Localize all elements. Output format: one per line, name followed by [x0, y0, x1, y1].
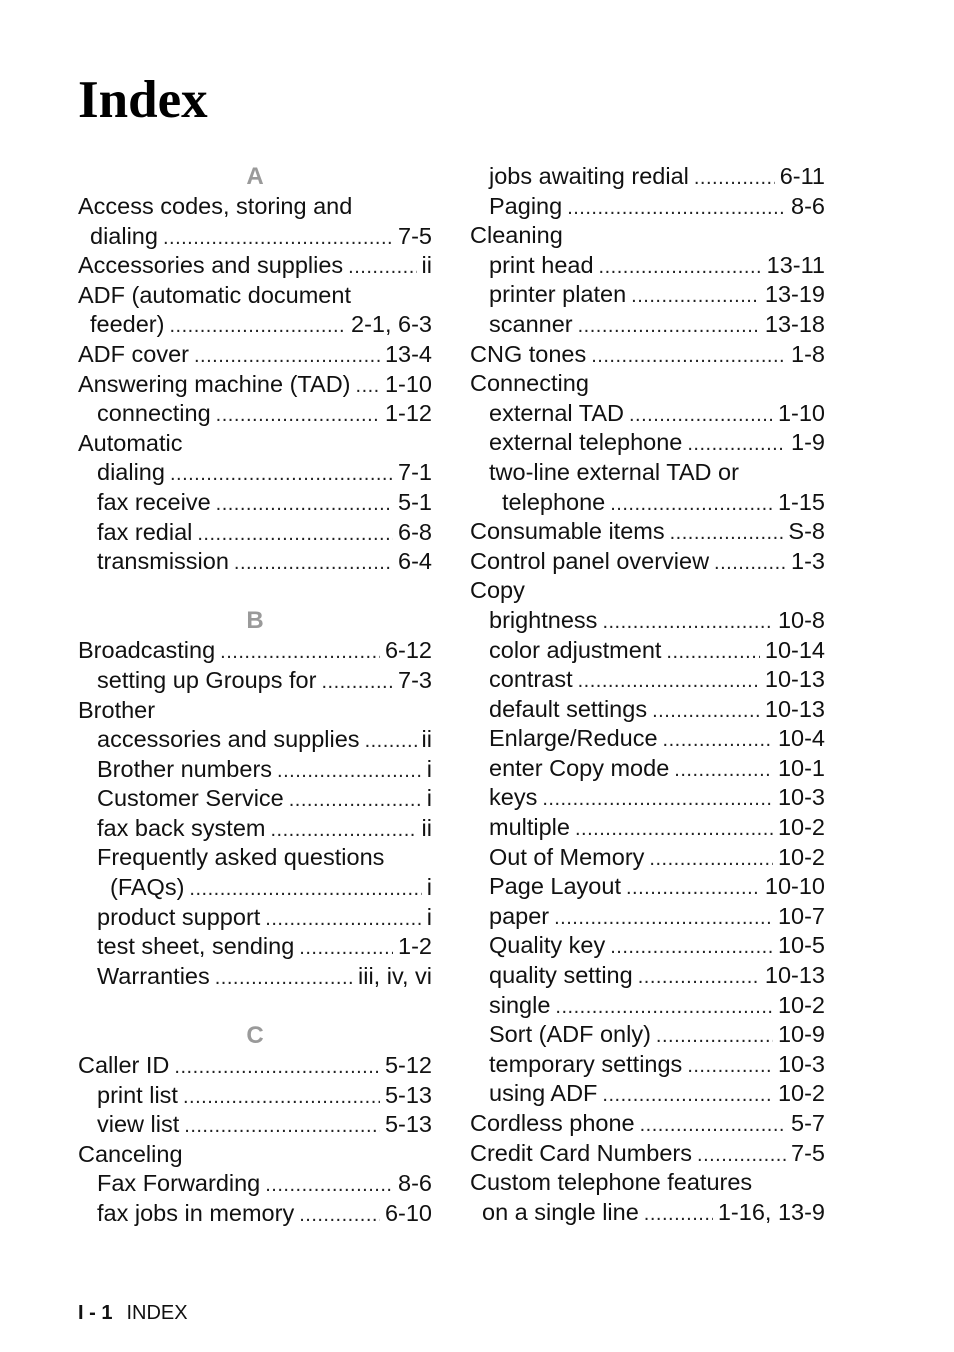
page-reference: 5-7: [791, 1110, 825, 1136]
index-term: quality setting: [489, 962, 633, 989]
dot-leader: [170, 460, 393, 490]
page-reference: 10-2: [777, 1080, 825, 1107]
index-term: Enlarge/Reduce: [489, 725, 658, 752]
index-subentry: [470, 665, 825, 695]
page-reference: 7-1: [398, 459, 432, 486]
index-subentry: [78, 932, 432, 962]
dot-leader: [644, 1200, 713, 1230]
index-subentry: [78, 873, 432, 903]
page-reference: i: [426, 903, 432, 930]
page-reference: 10-1: [777, 754, 825, 781]
index-term: fax back system: [97, 814, 266, 841]
dot-leader: [666, 638, 759, 668]
page-reference: 1-9: [791, 429, 825, 456]
index-term: Access codes, storing and: [78, 193, 353, 219]
index-term: setting up Groups for: [97, 666, 317, 693]
index-term: dialing: [97, 459, 165, 486]
page-reference: 13-4: [384, 340, 432, 367]
index-subentry: [470, 813, 825, 843]
index-subentry: [470, 754, 825, 784]
page-reference: 7-5: [398, 222, 432, 249]
page-reference: 5-1: [398, 488, 432, 515]
dot-leader: [265, 905, 421, 935]
index-subentry: [78, 1199, 432, 1229]
index-subentry: [78, 458, 432, 488]
index-term: Credit Card Numbers: [470, 1139, 693, 1166]
index-term: external TAD: [489, 399, 624, 426]
page-reference: 10-7: [777, 902, 825, 929]
page-reference: ii: [421, 252, 432, 279]
index-subentry: [470, 162, 825, 192]
index-subentry: [470, 902, 825, 932]
index-subentry: [470, 724, 825, 754]
index-entry: [78, 370, 432, 400]
index-term: single: [489, 991, 551, 1018]
page-reference: 10-9: [777, 1021, 825, 1048]
index-subentry: [470, 991, 825, 1021]
index-term: Caller ID: [78, 1052, 170, 1079]
page-reference: 10-13: [764, 962, 825, 989]
dot-leader: [602, 608, 773, 638]
dot-leader: [216, 490, 393, 520]
index-entry: [470, 369, 825, 399]
index-subentry: [78, 666, 432, 696]
index-entry: [78, 192, 432, 222]
index-entry: [78, 696, 432, 726]
index-term: Paging: [489, 192, 563, 219]
dot-leader: [575, 815, 773, 845]
page-reference: 13-18: [764, 310, 825, 337]
section-spacer: [78, 991, 432, 1021]
dot-leader: [663, 726, 773, 756]
page-reference: ii: [421, 814, 432, 841]
index-term: keys: [489, 784, 538, 811]
page-reference: 6-12: [384, 637, 432, 664]
index-column-right: [470, 162, 825, 1227]
dot-leader: [694, 164, 775, 194]
dot-leader: [220, 638, 380, 668]
index-subentry: [78, 1169, 432, 1199]
index-subentry: [78, 962, 432, 992]
index-term: Broadcasting: [78, 637, 216, 664]
index-subentry: [78, 903, 432, 933]
page-reference: 13-19: [764, 281, 825, 308]
dot-leader: [542, 785, 773, 815]
dot-leader: [640, 1111, 786, 1141]
index-subentry: [470, 1198, 825, 1228]
dot-leader: [714, 549, 786, 579]
index-term: jobs awaiting redial: [489, 163, 689, 189]
dot-leader: [649, 845, 773, 875]
index-entry: [470, 1109, 825, 1139]
page-reference: 10-5: [777, 932, 825, 959]
page-reference: 10-2: [777, 814, 825, 841]
page-reference: 10-2: [777, 843, 825, 870]
index-subentry: [470, 843, 825, 873]
dot-leader: [216, 401, 380, 431]
section-spacer: [78, 577, 432, 607]
dot-leader: [599, 253, 762, 283]
index-subentry: [470, 1020, 825, 1050]
page-reference: 7-5: [791, 1139, 825, 1166]
dot-leader: [215, 964, 353, 994]
index-term: contrast: [489, 666, 573, 693]
index-term: dialing: [90, 222, 158, 249]
page-footer: [78, 1302, 188, 1325]
index-entry: [78, 251, 432, 281]
index-subentry: [470, 280, 825, 310]
index-term: Page Layout: [489, 873, 621, 900]
dot-leader: [194, 342, 380, 372]
index-letter-heading: A: [246, 163, 264, 190]
index-entry: [470, 1139, 825, 1169]
dot-leader: [197, 520, 393, 550]
dot-leader: [321, 668, 393, 698]
page-reference: 6-10: [384, 1200, 432, 1226]
page-reference: 6-11: [779, 163, 825, 189]
index-term: Connecting: [470, 370, 589, 397]
index-term: Sort (ADF only): [489, 1021, 651, 1048]
dot-leader: [348, 253, 416, 283]
index-term: transmission: [97, 548, 229, 575]
index-term: print head: [489, 251, 594, 278]
dot-leader: [265, 1171, 393, 1201]
index-entry: [78, 1051, 432, 1081]
index-subentry: [78, 399, 432, 429]
index-entry: [78, 281, 432, 311]
dot-leader: [277, 757, 422, 787]
page-reference: 1-3: [791, 547, 825, 574]
index-column-left: [78, 162, 432, 1229]
dot-leader: [567, 194, 786, 224]
dot-leader: [674, 756, 773, 786]
page-reference: 1-12: [384, 400, 432, 427]
dot-leader: [687, 1052, 773, 1082]
index-term: temporary settings: [489, 1050, 683, 1077]
index-term: printer platen: [489, 281, 627, 308]
page-reference: 10-13: [764, 695, 825, 722]
index-subentry: [470, 931, 825, 961]
page-reference: 1-15: [777, 488, 825, 515]
page-reference: i: [426, 785, 432, 812]
index-term: Custom telephone features: [470, 1169, 753, 1196]
index-term: ADF (automatic document: [78, 281, 351, 308]
dot-leader: [169, 312, 346, 342]
index-subentry: [470, 636, 825, 666]
footer-page-number: I - 1: [78, 1302, 113, 1324]
dot-leader: [289, 786, 422, 816]
index-subentry: [78, 488, 432, 518]
dot-leader: [656, 1022, 773, 1052]
dot-leader: [652, 697, 760, 727]
index-term: view list: [97, 1111, 180, 1138]
index-term: Customer Service: [97, 785, 284, 812]
index-letter-heading: B: [246, 607, 264, 635]
page-reference: 10-3: [777, 1050, 825, 1077]
index-entry: [78, 340, 432, 370]
index-subentry: [78, 843, 432, 873]
index-term: on a single line: [482, 1198, 639, 1225]
page-reference: 10-2: [777, 991, 825, 1018]
index-subentry: [470, 428, 825, 458]
page-reference: 10-13: [764, 666, 825, 693]
index-term: enter Copy mode: [489, 754, 670, 781]
index-term: product support: [97, 903, 261, 930]
index-term: test sheet, sending: [97, 933, 295, 960]
index-term: connecting: [97, 400, 211, 427]
dot-leader: [356, 372, 380, 402]
dot-leader: [270, 816, 416, 846]
index-term: paper: [489, 902, 550, 929]
dot-leader: [183, 1083, 380, 1113]
page-reference: iii, iv, vi: [358, 962, 432, 989]
index-subentry: [78, 310, 432, 340]
dot-leader: [629, 401, 773, 431]
index-subentry: [470, 192, 825, 222]
page-reference: S-8: [788, 518, 825, 545]
index-term: Accessories and supplies: [78, 252, 344, 279]
page-reference: 2-1, 6-3: [351, 311, 432, 338]
index-term: Brother numbers: [97, 755, 273, 782]
dot-leader: [299, 934, 393, 964]
page-reference: 8-6: [398, 1170, 432, 1197]
index-term: fax jobs in memory: [97, 1200, 295, 1226]
index-term: multiple: [489, 814, 570, 841]
index-term: Warranties: [97, 962, 210, 989]
dot-leader: [299, 1201, 380, 1231]
dot-leader: [591, 342, 786, 372]
dot-leader: [602, 1081, 773, 1111]
page-reference: 1-10: [777, 399, 825, 426]
index-entry: [470, 1168, 825, 1198]
page-reference: 10-3: [777, 784, 825, 811]
page-reference: 10-14: [764, 636, 825, 663]
index-subentry: [470, 606, 825, 636]
index-term: Canceling: [78, 1140, 183, 1167]
page-reference: 10-8: [777, 606, 825, 633]
index-term: Consumable items: [470, 518, 665, 545]
index-entry: [470, 576, 825, 606]
page-reference: i: [426, 755, 432, 782]
dot-leader: [554, 904, 773, 934]
page-reference: 7-3: [398, 666, 432, 693]
dot-leader: [189, 875, 421, 905]
index-subentry: [470, 695, 825, 725]
page-reference: 10-4: [777, 725, 825, 752]
index-subentry: [470, 458, 825, 488]
index-subentry: [78, 725, 432, 755]
index-subentry: [470, 310, 825, 340]
dot-leader: [174, 1053, 380, 1083]
index-term: ADF cover: [78, 340, 189, 367]
page-reference: 1-2: [398, 933, 432, 960]
index-subentry: [78, 222, 432, 252]
page-reference: 10-10: [764, 873, 825, 900]
dot-leader: [555, 993, 773, 1023]
dot-leader: [631, 282, 760, 312]
index-term: print list: [97, 1081, 178, 1108]
index-subentry: [470, 1079, 825, 1109]
index-entry: [470, 547, 825, 577]
index-term: telephone: [502, 488, 606, 515]
page-reference: ii: [421, 726, 432, 753]
index-subentry: [78, 755, 432, 785]
page-reference: 6-8: [398, 518, 432, 545]
index-term: default settings: [489, 695, 648, 722]
dot-leader: [638, 963, 760, 993]
index-subentry: [470, 961, 825, 991]
index-term: Out of Memory: [489, 843, 645, 870]
index-entry: [78, 1140, 432, 1170]
index-term: brightness: [489, 606, 598, 633]
index-term: fax redial: [97, 518, 193, 545]
dot-leader: [184, 1112, 380, 1142]
index-entry: [470, 221, 825, 251]
dot-leader: [670, 519, 784, 549]
index-entry: [470, 340, 825, 370]
index-term: Answering machine (TAD): [78, 370, 351, 397]
index-letter-heading: C: [246, 1022, 264, 1050]
index-subentry: [470, 872, 825, 902]
page-reference: 8-6: [791, 192, 825, 219]
dot-leader: [578, 312, 760, 342]
dot-leader: [578, 667, 760, 697]
index-subentry: [470, 1050, 825, 1080]
dot-leader: [163, 224, 393, 254]
index-subentry: [470, 783, 825, 813]
dot-leader: [687, 430, 786, 460]
index-term: feeder): [90, 311, 165, 338]
index-term: Cordless phone: [470, 1110, 635, 1136]
dot-leader: [365, 727, 417, 757]
page-reference: 1-10: [384, 370, 432, 397]
index-term: color adjustment: [489, 636, 662, 663]
index-subentry: [78, 547, 432, 577]
page-reference: 1-8: [791, 340, 825, 367]
page-reference: 6-4: [398, 548, 432, 575]
dot-leader: [234, 549, 393, 579]
page-reference: 5-13: [384, 1111, 432, 1138]
index-term: scanner: [489, 310, 573, 337]
page-title: Index: [78, 71, 208, 129]
index-term: Cleaning: [470, 222, 563, 249]
index-subentry: [470, 251, 825, 281]
index-term: two-line external TAD or: [489, 458, 739, 485]
index-term: CNG tones: [470, 340, 587, 367]
index-term: Fax Forwarding: [97, 1170, 261, 1197]
dot-leader: [610, 490, 773, 520]
index-subentry: [78, 1081, 432, 1111]
index-entry: [470, 517, 825, 547]
footer-section-label: INDEX: [126, 1302, 188, 1324]
index-subentry: [78, 784, 432, 814]
index-term: accessories and supplies: [97, 726, 360, 753]
index-term: Quality key: [489, 932, 606, 959]
index-term: Control panel overview: [470, 547, 710, 574]
index-term: Copy: [470, 577, 525, 604]
index-entry: [78, 429, 432, 459]
index-subentry: [470, 399, 825, 429]
index-term: Brother: [78, 696, 156, 723]
index-subentry: [470, 488, 825, 518]
index-term: using ADF: [489, 1080, 598, 1107]
index-term: Frequently asked questions: [97, 844, 385, 871]
index-term: fax receive: [97, 488, 211, 515]
page-reference: 13-11: [766, 251, 825, 278]
index-subentry: [78, 814, 432, 844]
index-term: Automatic: [78, 429, 183, 456]
page-reference: 5-12: [384, 1052, 432, 1079]
dot-leader: [626, 874, 760, 904]
index-subentry: [78, 518, 432, 548]
page-reference: 1-16, 13-9: [717, 1198, 825, 1225]
index-term: (FAQs): [110, 874, 185, 901]
index-term: external telephone: [489, 429, 683, 456]
page-reference: 5-13: [384, 1081, 432, 1108]
index-entry: [78, 636, 432, 666]
dot-leader: [610, 933, 773, 963]
page-reference: i: [426, 874, 432, 901]
dot-leader: [697, 1141, 786, 1171]
index-subentry: [78, 1110, 432, 1140]
